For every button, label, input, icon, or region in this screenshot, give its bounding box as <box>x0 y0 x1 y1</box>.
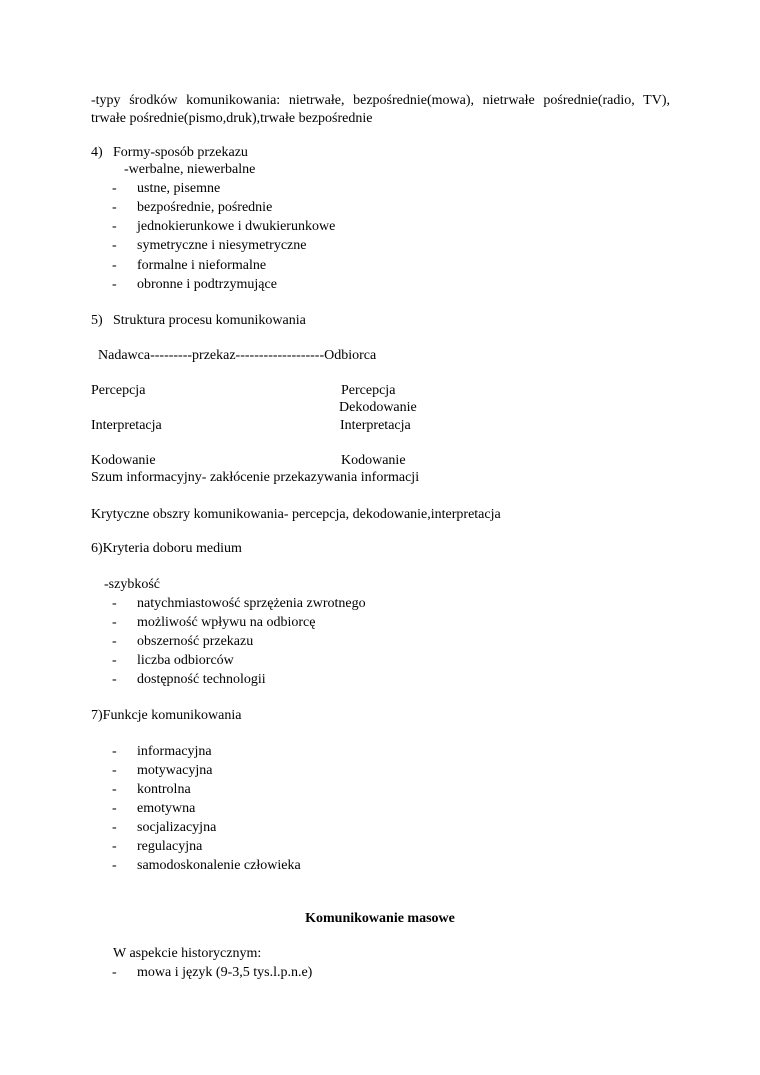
bullet-dash: - <box>112 858 117 873</box>
list-item: natychmiastowość sprzężenia zwrotnego <box>137 596 366 611</box>
section4-subtitle: -werbalne, niewerbalne <box>124 162 256 177</box>
right-column-item: Dekodowanie <box>339 400 417 415</box>
left-column-item: Interpretacja <box>91 418 162 433</box>
bullet-dash: - <box>112 219 117 234</box>
bullet-dash: - <box>112 277 117 292</box>
noise-line: Szum informacyjny- zakłócenie przekazywania informacji <box>91 470 420 485</box>
bullet-dash: - <box>112 258 117 273</box>
list-item: formalne i nieformalne <box>137 258 267 273</box>
right-column-item: Percepcja <box>341 383 396 398</box>
section7-heading: 7)Funkcje komunikowania <box>91 708 242 723</box>
list-item: socjalizacyjna <box>137 820 217 835</box>
bullet-dash: - <box>112 965 117 980</box>
section5-title: Struktura procesu komunikowania <box>113 313 306 328</box>
left-column-item: Kodowanie <box>91 453 156 468</box>
section4-number: 4) <box>91 145 103 160</box>
intro-paragraph: -typy środków komunikowania: nietrwałe, bezpośrednie(mowa), nietrwałe pośrednie(radio, TV), trwałe pośrednie(pismo,druk),trwałe bezpośrednie <box>91 93 670 126</box>
list-item: jednokierunkowe i dwukierunkowe <box>137 219 336 234</box>
list-item: obszerność przekazu <box>137 634 254 649</box>
list-item: symetryczne i niesymetryczne <box>137 238 307 253</box>
list-item: informacyjna <box>137 744 212 759</box>
right-column-item: Kodowanie <box>341 453 406 468</box>
list-item: mowa i język (9-3,5 tys.l.p.n.e) <box>137 965 313 980</box>
critical-areas-line: Krytyczne obszry komunikowania- percepcja, dekodowanie,interpretacja <box>91 507 501 522</box>
bullet-dash: - <box>112 181 117 196</box>
bullet-dash: - <box>112 653 117 668</box>
bullet-dash: - <box>112 839 117 854</box>
bullet-dash: - <box>112 634 117 649</box>
list-item: ustne, pisemne <box>137 181 221 196</box>
section-title: Komunikowanie masowe <box>305 911 455 926</box>
list-item: samodoskonalenie człowieka <box>137 858 301 873</box>
right-column-item: Interpretacja <box>340 418 411 433</box>
section6-heading: 6)Kryteria doboru medium <box>91 541 242 556</box>
list-item: liczba odbiorców <box>137 653 234 668</box>
list-item: motywacyjna <box>137 763 213 778</box>
bullet-dash: - <box>112 763 117 778</box>
bullet-dash: - <box>112 596 117 611</box>
left-column-item: Percepcja <box>91 383 146 398</box>
section5-number: 5) <box>91 313 103 328</box>
mass-section-subtitle: W aspekcie historycznym: <box>113 946 262 961</box>
list-item: dostępność technologii <box>137 672 266 687</box>
list-item: emotywna <box>137 801 196 816</box>
list-item: obronne i podtrzymujące <box>137 277 277 292</box>
communication-flow-line: Nadawca---------przekaz-------------------Odbiorca <box>98 348 377 363</box>
bullet-dash: - <box>112 200 117 215</box>
bullet-dash: - <box>112 801 117 816</box>
bullet-dash: - <box>112 744 117 759</box>
bullet-dash: - <box>112 615 117 630</box>
section6-subtitle: -szybkość <box>104 577 160 592</box>
bullet-dash: - <box>112 782 117 797</box>
bullet-dash: - <box>112 672 117 687</box>
bullet-dash: - <box>112 238 117 253</box>
list-item: bezpośrednie, pośrednie <box>137 200 273 215</box>
bullet-dash: - <box>112 820 117 835</box>
list-item: możliwość wpływu na odbiorcę <box>137 615 316 630</box>
list-item: kontrolna <box>137 782 191 797</box>
section4-title: Formy-sposób przekazu <box>113 145 248 160</box>
list-item: regulacyjna <box>137 839 203 854</box>
